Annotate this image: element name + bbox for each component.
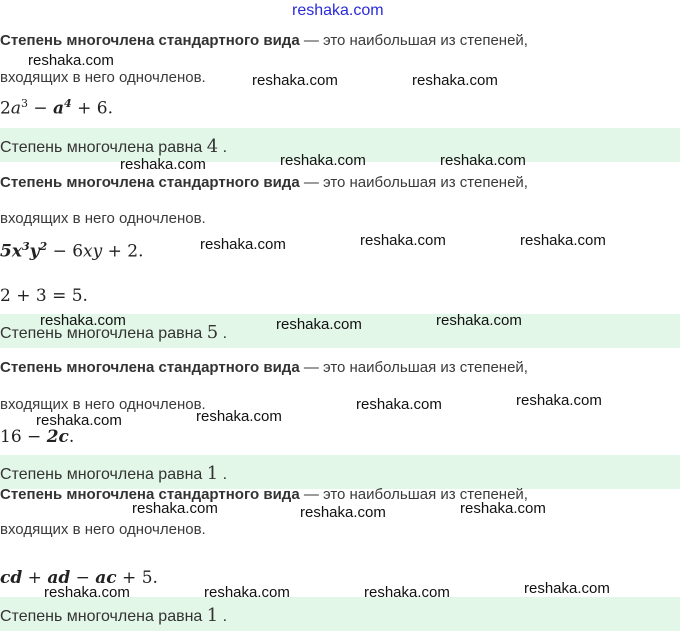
watermark: reshaka.com [196, 408, 282, 425]
definition-1-line2: входящих в него одночленов. [0, 69, 206, 86]
site-header[interactable]: reshaka.com [292, 2, 384, 19]
definition-3 [0, 357, 528, 379]
definition-1 [0, 30, 528, 52]
watermark: reshaka.com [360, 232, 446, 249]
polynomial-3: 16 − 2c. [0, 427, 75, 447]
definition-rest: — это наибольшая из степеней, [299, 174, 528, 191]
watermark: reshaka.com [280, 152, 366, 169]
answer-value: 4 [206, 136, 219, 157]
answer-prefix: Степень многочлена равна [0, 325, 203, 342]
watermark: reshaka.com [44, 584, 130, 601]
answer-1: Степень многочлена равна 4 . [0, 136, 228, 157]
answer-prefix: Степень многочлена равна [0, 466, 203, 483]
definition-rest: — это наибольшая из степеней, [299, 359, 528, 376]
watermark: reshaka.com [132, 500, 218, 517]
watermark: reshaka.com [36, 412, 122, 429]
answer-4: Степень многочлена равна 1 . [0, 605, 228, 626]
definition-rest: — это наибольшая из степеней, [299, 32, 528, 49]
watermark: reshaka.com [300, 504, 386, 521]
polynomial-2: $5x^3y^2 - 6xy + 2$. [0, 240, 144, 262]
definition-4-line2: входящих в него одночленов. [0, 521, 206, 538]
definition-2-line2: входящих в него одночленов. [0, 210, 206, 227]
watermark: reshaka.com [520, 232, 606, 249]
degree-sum: 2 + 3 = 5. [0, 286, 88, 306]
watermark: reshaka.com [436, 312, 522, 329]
definition-term: Степень многочлена стандартного вида [0, 359, 300, 376]
watermark: reshaka.com [364, 584, 450, 601]
polynomial-4: cd + ad − ac + 5. [0, 568, 158, 588]
definition-term: Степень многочлена стандартного вида [0, 486, 300, 503]
definition-rest: — это наибольшая из степеней, [299, 486, 528, 503]
definition-term: Степень многочлена стандартного вида [0, 174, 300, 191]
watermark: reshaka.com [356, 396, 442, 413]
answer-2: Степень многочлена равна 5 . [0, 322, 228, 343]
watermark: reshaka.com [204, 584, 290, 601]
answer-value: 5 [206, 322, 219, 343]
answer-value: 1 [206, 605, 219, 626]
watermark: reshaka.com [516, 392, 602, 409]
watermark: reshaka.com [40, 312, 126, 329]
watermark: reshaka.com [412, 72, 498, 89]
watermark: reshaka.com [276, 316, 362, 333]
watermark: reshaka.com [460, 500, 546, 517]
definition-4 [0, 484, 528, 506]
watermark: reshaka.com [120, 156, 206, 173]
watermark: reshaka.com [252, 72, 338, 89]
definition-term: Степень многочлена стандартного вида [0, 32, 300, 49]
watermark: reshaka.com [28, 52, 114, 69]
answer-3: Степень многочлена равна 1 . [0, 463, 228, 484]
answer-prefix: Степень многочлена равна [0, 608, 203, 625]
definition-3-line2: входящих в него одночленов. [0, 396, 206, 413]
watermark: reshaka.com [200, 236, 286, 253]
watermark: reshaka.com [440, 152, 526, 169]
answer-value: 1 [206, 463, 219, 484]
answer-prefix: Степень многочлена равна [0, 139, 203, 156]
definition-2 [0, 172, 528, 194]
polynomial-1: $2a^3 - a^4 + 6$. [0, 97, 113, 119]
watermark: reshaka.com [524, 580, 610, 597]
